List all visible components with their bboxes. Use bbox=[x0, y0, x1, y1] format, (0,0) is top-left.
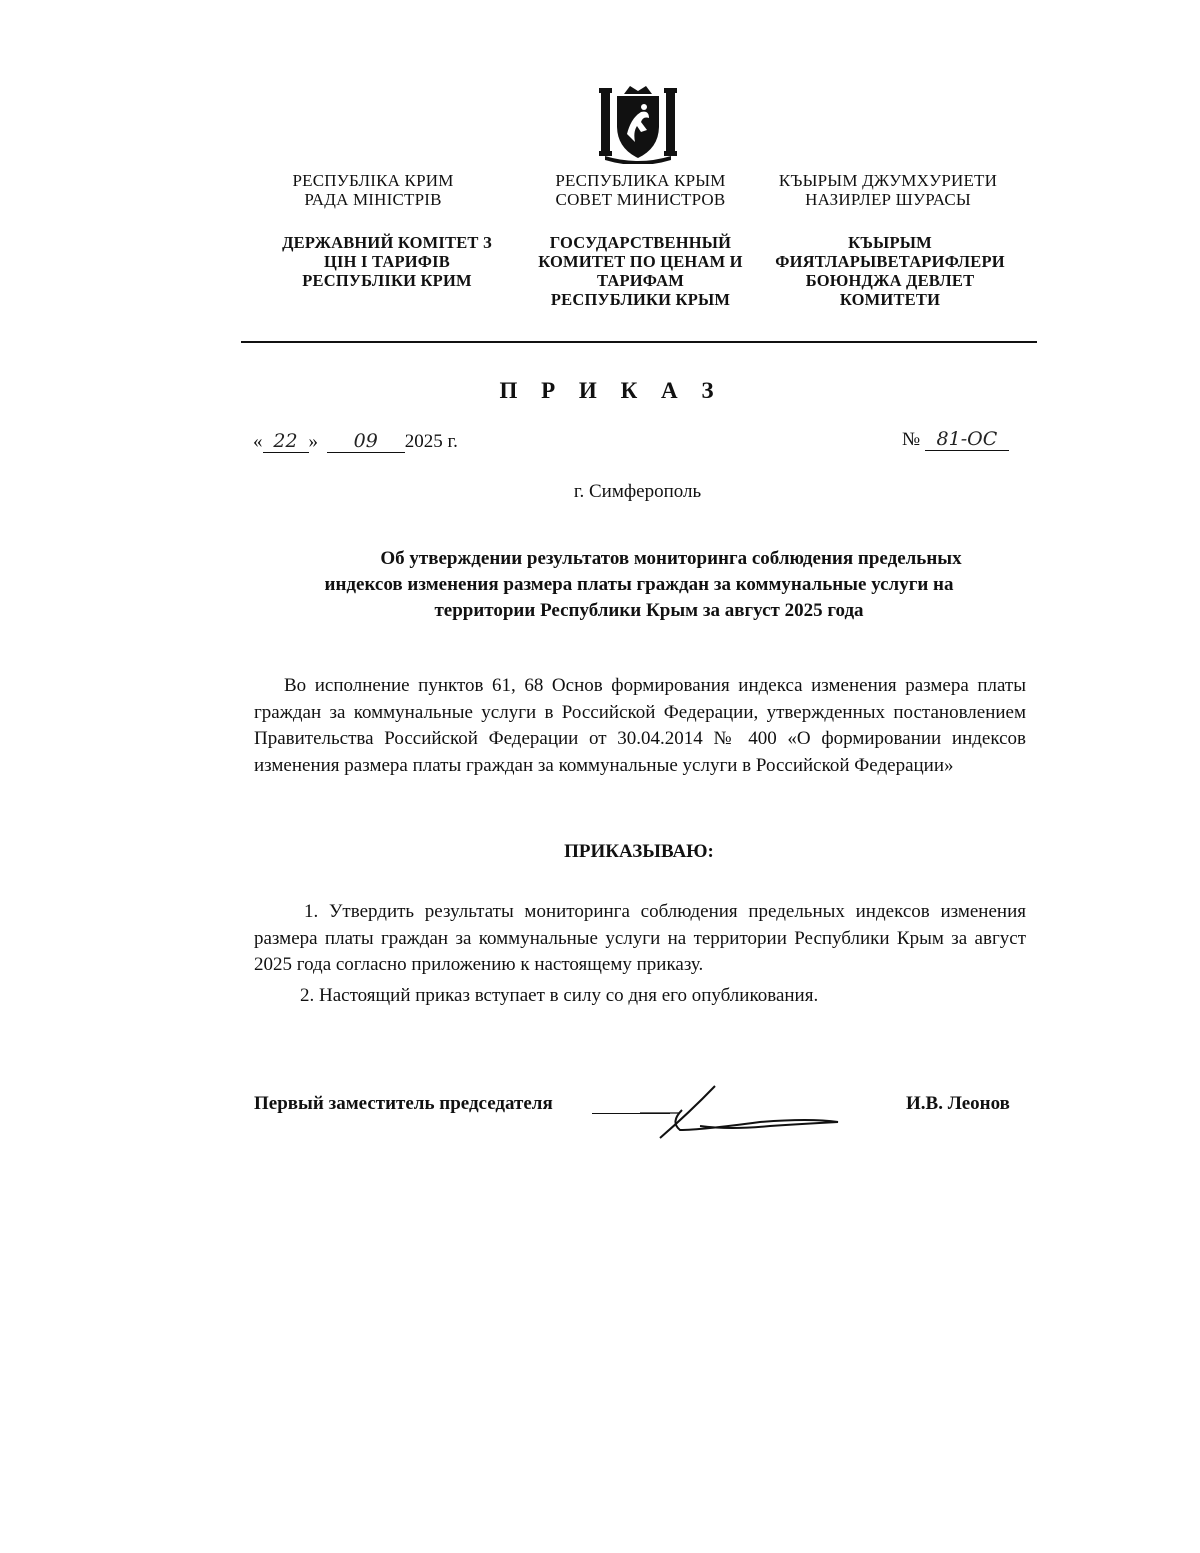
header-crh-line1: КЪЫРЫМ ДЖУМХУРИЕТИ bbox=[778, 171, 998, 190]
document-city: г. Симферополь bbox=[573, 481, 702, 502]
document-title: П Р И К А З bbox=[499, 378, 723, 403]
document-preamble: Во исполнение пунктов 61, 68 Основ формирования индекса изменения размера платы граждан за коммунальные услуги в Российской Федерации, утвержденных постановлением Правительства Российской Федерации от 30.04.2014 № 400 «О формировании индексов изменения размера платы граждан за коммунальные услуги в Российской Федерации» bbox=[254, 675, 1026, 776]
header-crh-committee-line: КЪЫРЫМ bbox=[848, 233, 932, 252]
date-open-quote: « bbox=[253, 431, 263, 452]
header-ua-republic bbox=[258, 171, 488, 209]
header-crh-republic bbox=[763, 171, 1013, 209]
header-ua-line2: РАДА МІНІСТРІВ bbox=[304, 190, 442, 209]
header-ua-committee bbox=[258, 233, 516, 290]
signatory-title: Первый заместитель председателя bbox=[254, 1093, 553, 1114]
number-value: 81-ОС bbox=[925, 428, 1009, 451]
header-ru-republic bbox=[523, 171, 758, 209]
date-day: 22 bbox=[263, 430, 309, 453]
header-crh-committee bbox=[763, 233, 1017, 309]
header-ru-committee-line: РЕСПУБЛИКИ КРЫМ bbox=[550, 290, 731, 309]
signatory-name: И.В. Леонов bbox=[906, 1093, 1010, 1114]
number-label: № bbox=[902, 429, 921, 450]
document-date bbox=[253, 430, 458, 453]
document-subject bbox=[254, 546, 1024, 624]
header-ua-committee-line: ДЕРЖАВНИЙ КОМІТЕТ З bbox=[282, 233, 492, 252]
header-ru-committee-line: ГОСУДАРСТВЕННЫЙ bbox=[549, 233, 732, 252]
date-close-quote: » bbox=[308, 431, 318, 452]
header-ru-line2: СОВЕТ МИНИСТРОВ bbox=[555, 190, 726, 209]
date-month: 09 bbox=[327, 430, 405, 453]
header-ru-line1: РЕСПУБЛИКА КРЫМ bbox=[555, 171, 726, 190]
crimea-coat-of-arms-icon bbox=[597, 82, 679, 164]
header-ru-committee-line: ТАРИФАМ bbox=[596, 271, 685, 290]
subject-line: Об утверждении результатов мониторинга соблюдения предельных bbox=[380, 548, 962, 569]
header-crh-committee-line: КОМИТЕТИ bbox=[839, 290, 941, 309]
date-year: 2025 г. bbox=[404, 431, 458, 452]
header-crh-committee-line: БОЮНДЖА ДЕВЛЕТ bbox=[805, 271, 975, 290]
header-divider bbox=[241, 341, 1037, 343]
header-crh-line2: НАЗИРЛЕР ШУРАСЫ bbox=[805, 190, 971, 209]
header-ru-committee bbox=[523, 233, 758, 309]
order-item-1: 1. Утвердить результаты мониторинга соблюдения предельных индексов изменения размера платы граждан за коммунальные услуги на территории Республики Крым за август 2025 года согласно приложению к настоящему приказу. bbox=[254, 901, 1026, 975]
handwritten-signature-icon bbox=[640, 1082, 850, 1142]
document-number bbox=[902, 428, 1009, 451]
header-ua-committee-line: РЕСПУБЛІКИ КРИМ bbox=[302, 271, 472, 290]
header-ru-committee-line: КОМИТЕТ ПО ЦЕНАМ И bbox=[538, 252, 743, 271]
header-ua-committee-line: ЦІН І ТАРИФІВ bbox=[324, 252, 450, 271]
subject-line: индексов изменения размера платы граждан за коммунальные услуги на bbox=[324, 574, 954, 595]
header-ua-line1: РЕСПУБЛІКА КРИМ bbox=[292, 171, 454, 190]
header-crh-committee-line: ФИЯТЛАРЫВЕТАРИФЛЕРИ bbox=[775, 252, 1005, 271]
order-item-2: 2. Настоящий приказ вступает в силу со дня его опубликования. bbox=[300, 985, 819, 1006]
order-heading: ПРИКАЗЫВАЮ: bbox=[564, 841, 714, 862]
subject-line: территории Республики Крым за август 2025 года bbox=[434, 600, 864, 621]
